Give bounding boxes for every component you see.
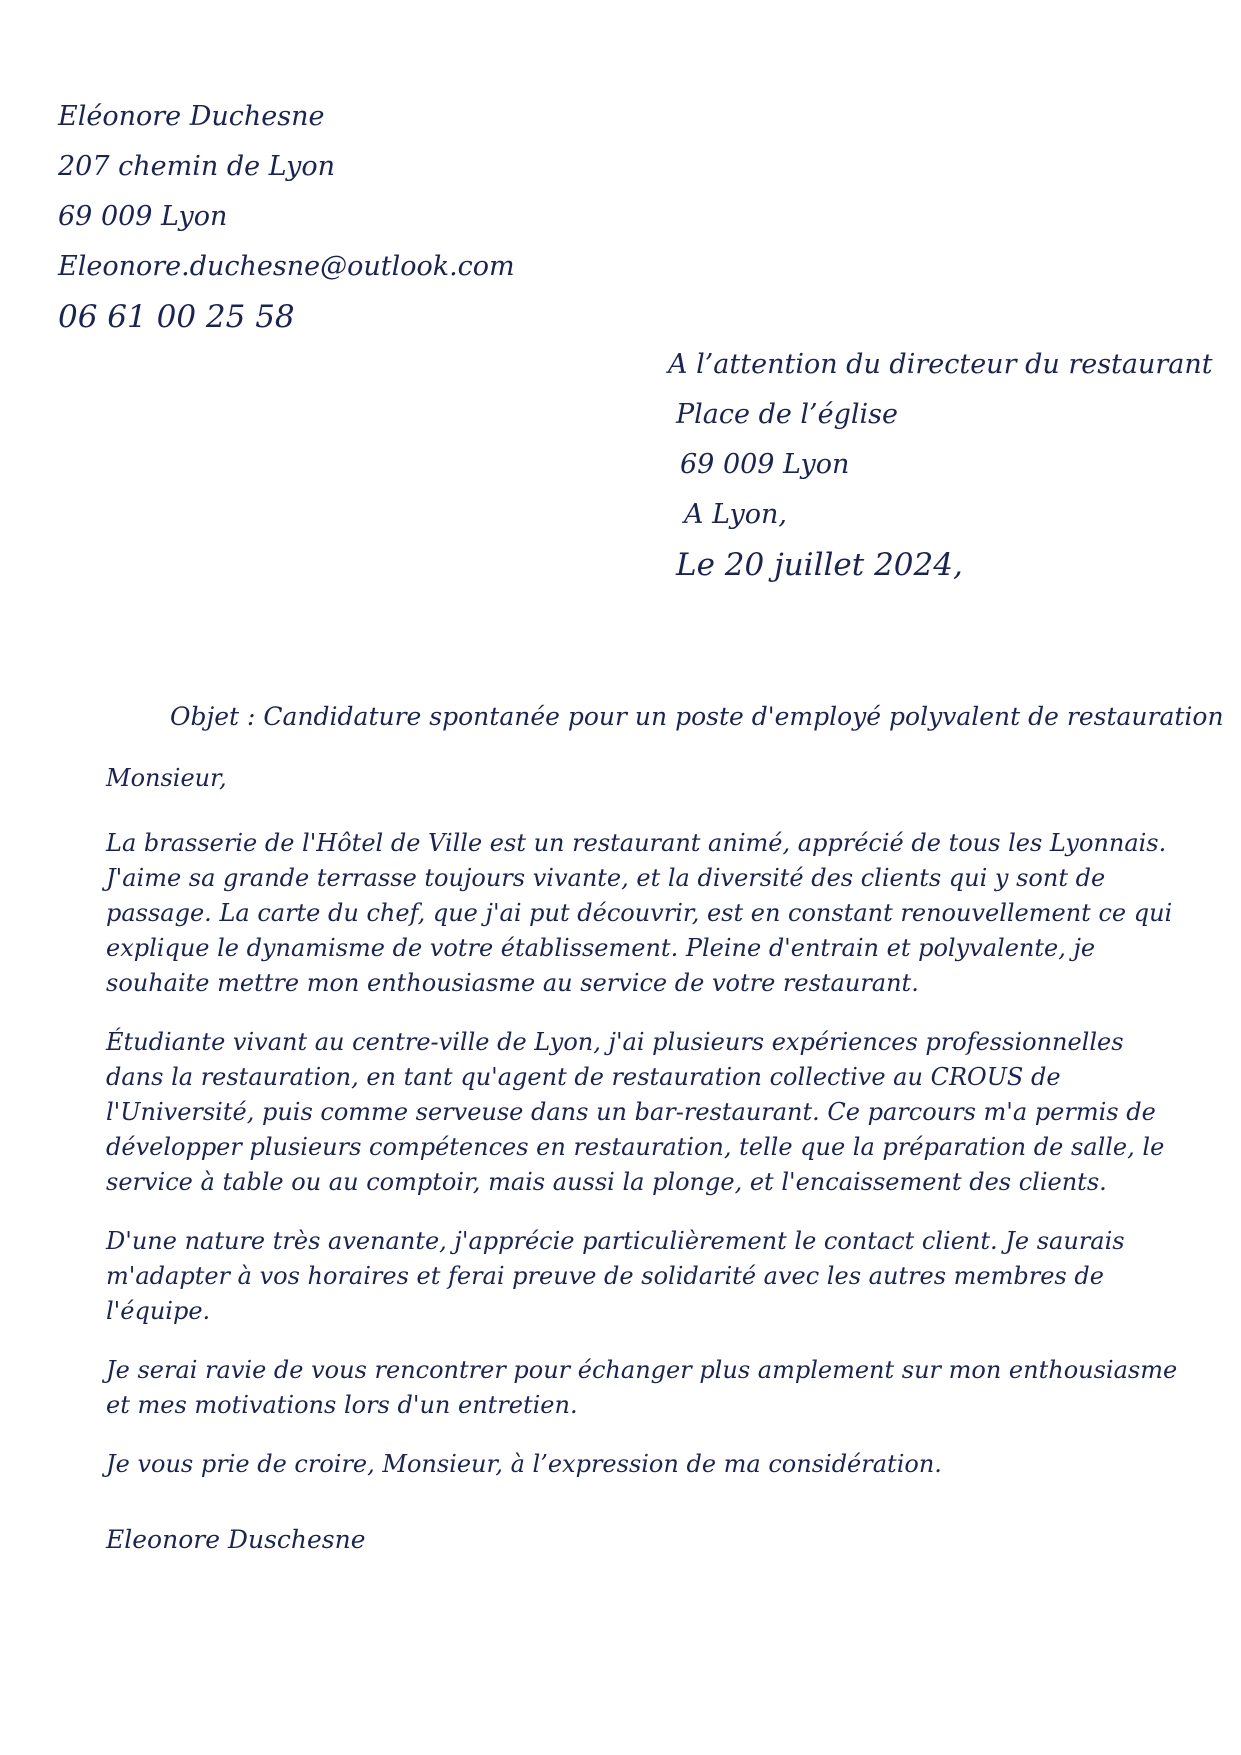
- salutation: Monsieur,: [106, 764, 227, 792]
- recipient-city: 69 009 Lyon: [680, 449, 850, 480]
- paragraph-interview: Je serai ravie de vous rencontrer pour échanger plus amplement sur mon enthousiasme et mes motivations lors d'un entretien.: [106, 1356, 1178, 1419]
- recipient-attention: A l’attention du directeur du restaurant: [668, 349, 1213, 380]
- signature: Eleonore Duschesne: [106, 1525, 366, 1554]
- paragraph-personality: D'une nature très avenante, j'apprécie particulièrement le contact client. Je saurais m'adapter à vos horaires et ferai preuve de solidarité avec les autres membres de l'équipe.: [106, 1227, 1125, 1325]
- letter-subject: Objet : Candidature spontanée pour un poste d'employé polyvalent de restauration: [170, 702, 1224, 731]
- recipient-street: Place de l’église: [676, 399, 899, 430]
- paragraph-motivation: La brasserie de l'Hôtel de Ville est un restaurant animé, apprécié de tous les Lyonnais. J'aime sa grande terrasse toujours vivante, et la diversité des clients qui y sont de passage. La carte du chef, que j'ai put découvrir, est en constant renouvellement ce qui explique le dynamisme de votre établissement. Pleine d'entrain et polyvalente, je souhaite mettre mon enthousiasme au service de votre restaurant.: [106, 829, 1173, 997]
- paragraph-experience: Étudiante vivant au centre-ville de Lyon, j'ai plusieurs expériences professionnelles dans la restauration, en tant qu'agent de restauration collective au CROUS de l'Université, puis comme serveuse dans un bar-restaurant. Ce parcours m'a permis de développer plusieurs compétences en restauration, telle que la préparation de salle, le service à table ou au comptoir, mais aussi la plonge, et l'encaissement des clients.: [106, 1028, 1165, 1196]
- letter-date: Le 20 juillet 2024,: [676, 547, 963, 583]
- letter-body: [106, 760, 1186, 1558]
- closing-formula: Je vous prie de croire, Monsieur, à l’expression de ma considération.: [106, 1450, 942, 1478]
- sender-phone: 06 61 00 25 58: [58, 299, 295, 335]
- sender-city: 69 009 Lyon: [58, 201, 228, 232]
- sender-name: Eléonore Duchesne: [58, 101, 325, 132]
- sender-street: 207 chemin de Lyon: [58, 151, 336, 182]
- sender-email: Eleonore.duchesne@outlook.com: [58, 251, 515, 282]
- letter-place: A Lyon,: [684, 499, 788, 530]
- recipient-block: [668, 340, 1213, 590]
- sender-block: [58, 92, 578, 342]
